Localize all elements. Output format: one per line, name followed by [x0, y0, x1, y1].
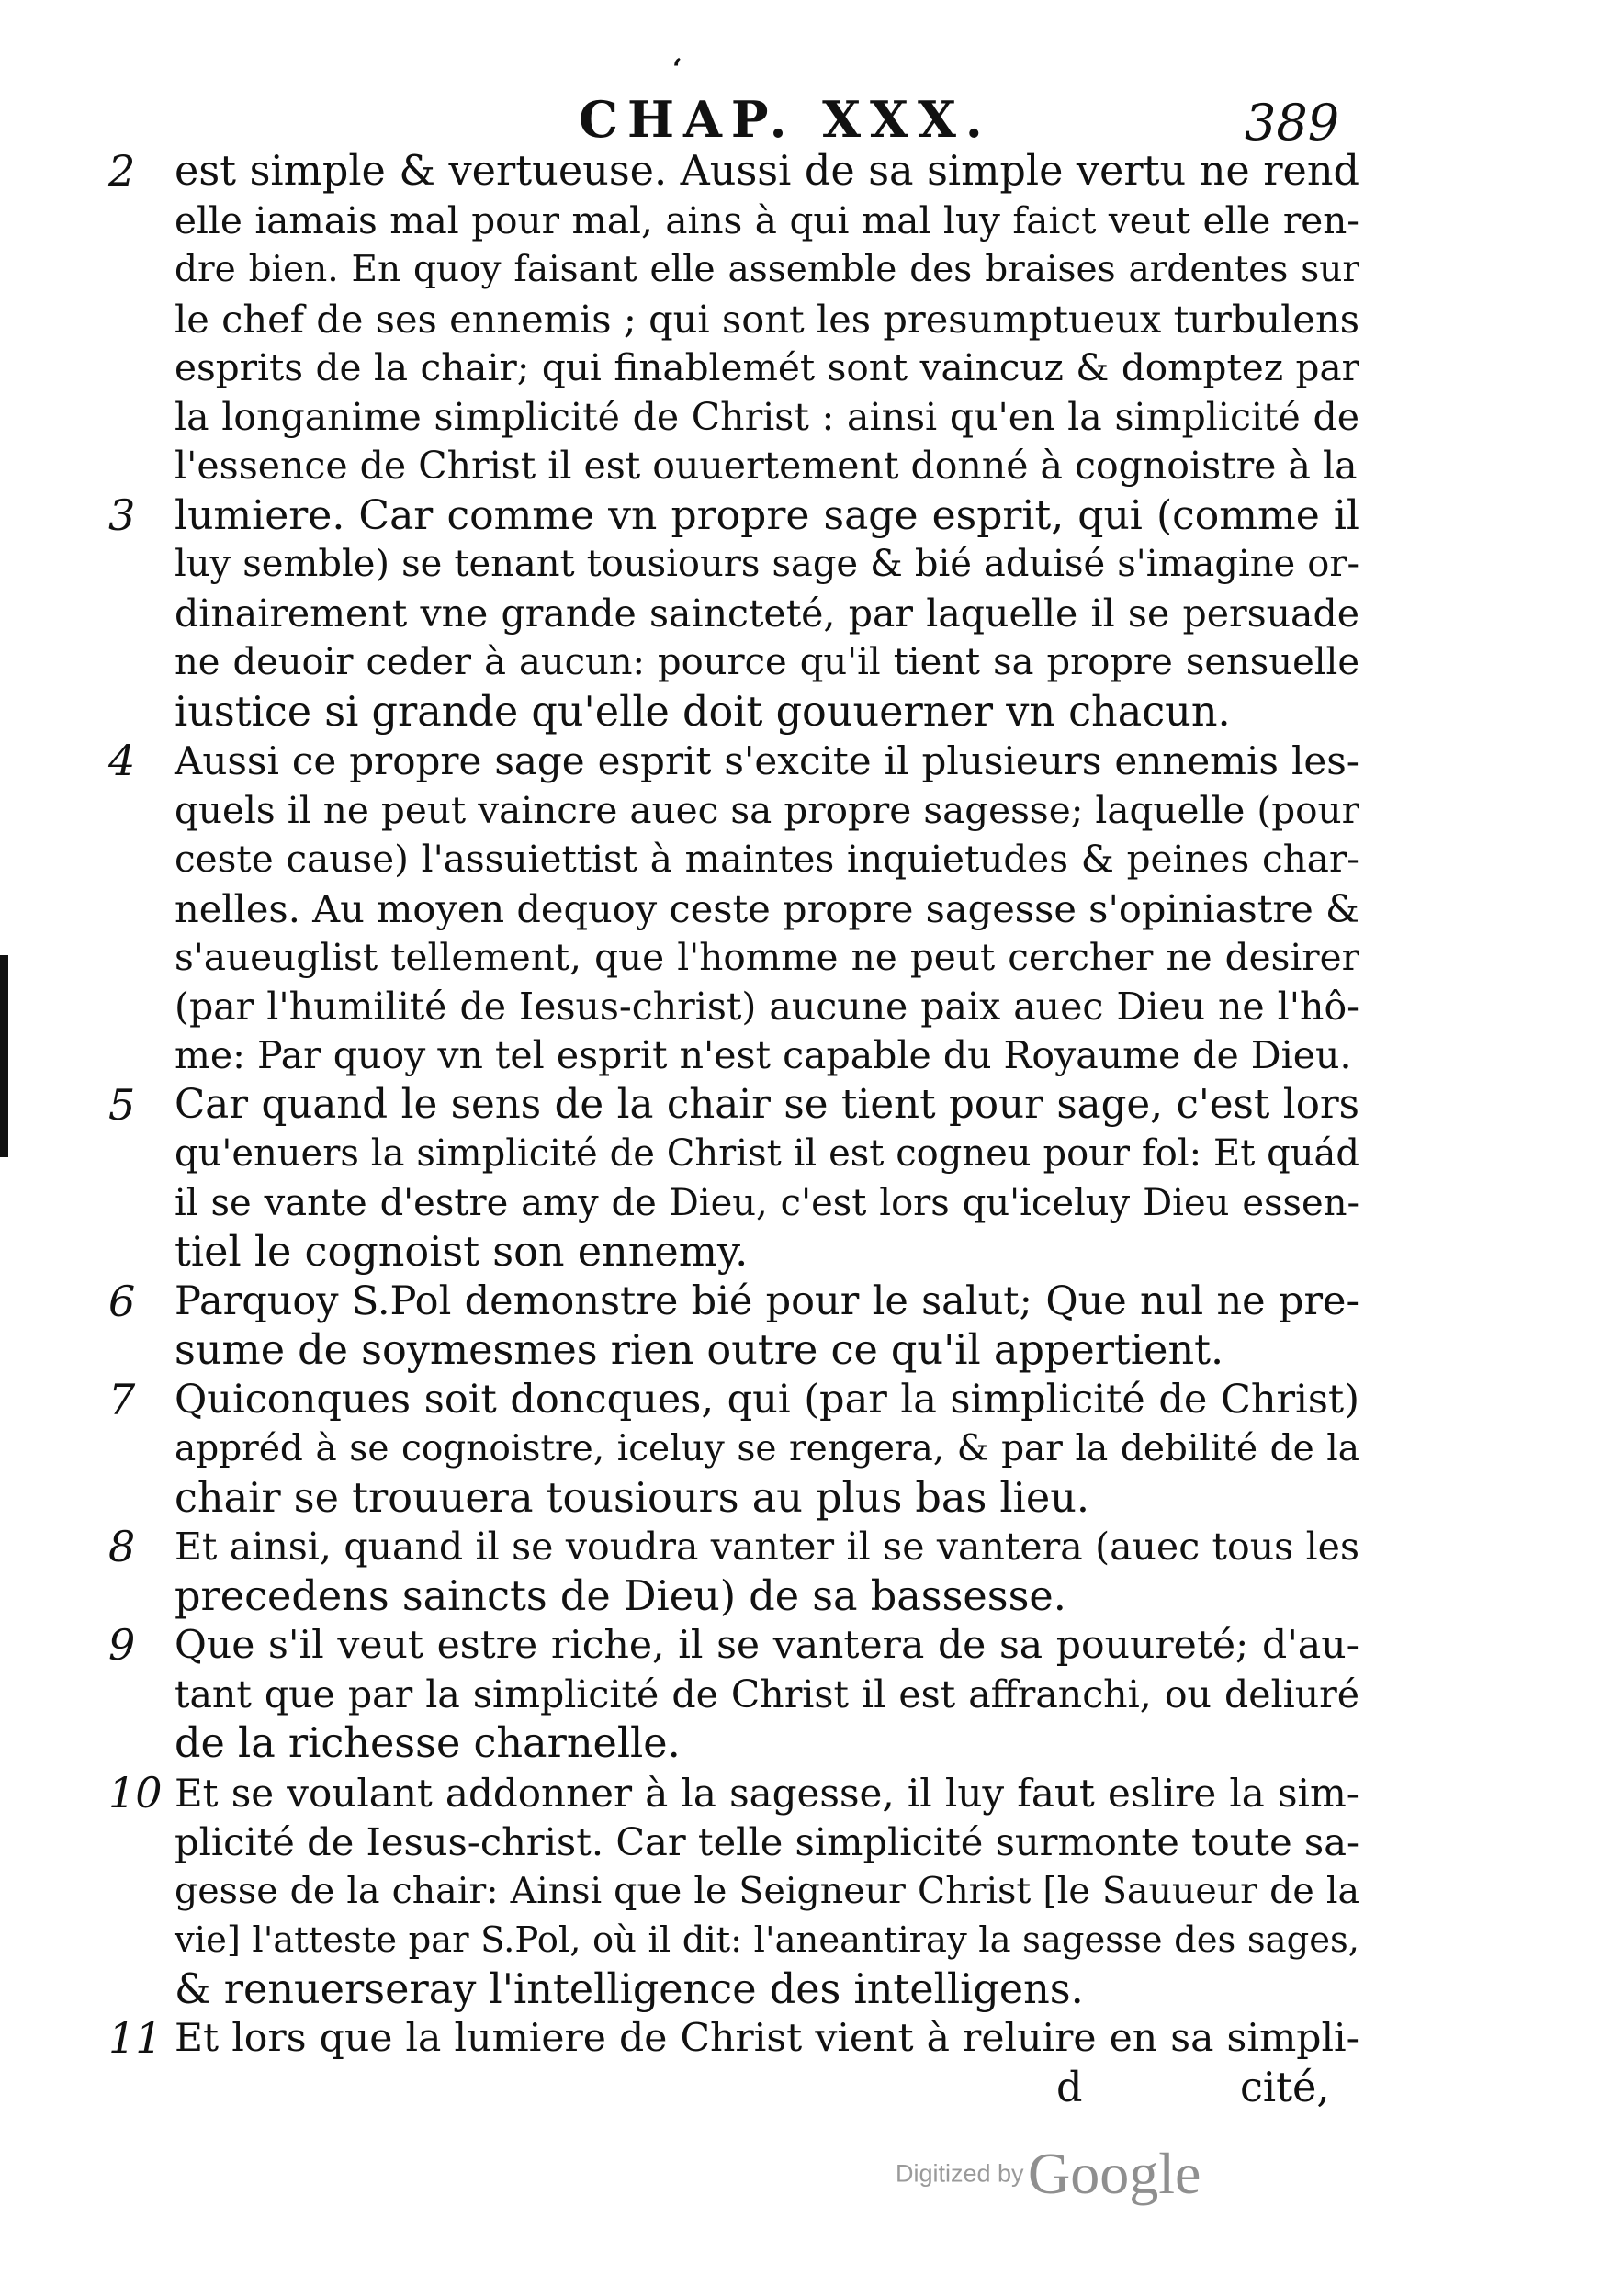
text-line: appréd à se cognoistre, iceluy se rengera, & par la debilité de la [175, 1428, 1359, 1469]
text-line: le chef de ses ennemis ; qui sont les presumptueux turbulens [175, 296, 1359, 342]
text-line: ne deuoir ceder à aucun: pource qu'il tient sa propre sensuelle [175, 641, 1359, 683]
signature-mark: d [1056, 2064, 1083, 2111]
verse-number: 8 [108, 1522, 136, 1571]
verse-block [108, 1620, 1359, 1769]
verse-block [108, 1374, 1359, 1524]
verse-block [108, 490, 1359, 737]
text-line: me: Par quoy vn tel esprit n'est capable du Royaume de Dieu. [175, 1033, 1352, 1077]
text-line: l'essence de Christ il est ouuertement donné à cognoistre à la [175, 444, 1358, 488]
text-line: la longanime simplicité de Christ : ainsi qu'en la simplicité de [175, 394, 1359, 439]
text-line: Et se voulant addonner à la sagesse, il luy faut eslire la sim- [175, 1770, 1359, 1816]
body-text [108, 146, 1359, 2112]
verse-number: 10 [108, 1767, 163, 1818]
verse-number: 3 [108, 490, 136, 540]
text-line: ceste cause) l'assuiettist à maintes inquietudes & peines char- [175, 837, 1359, 881]
text-line: quels il ne peut vaincre auec sa propre sagesse; laquelle (pour [175, 787, 1359, 832]
text-line: Et lors que la lumiere de Christ vient à reluire en sa simpli- [175, 2016, 1359, 2061]
text-line: nelles. Au moyen dequoy ceste propre sagesse s'opiniastre & [175, 885, 1359, 931]
header-mark: ʻ [672, 53, 682, 85]
verse-number: 11 [108, 2013, 163, 2063]
text-line: dre bien. En quoy faisant elle assemble des braises ardentes sur [175, 249, 1359, 290]
text-line: precedens saincts de Dieu) de sa bassesse. [175, 1572, 1066, 1620]
verse-number: 4 [108, 736, 136, 785]
text-line: tant que par la simplicité de Christ il est affranchi, ou deliuré [175, 1671, 1359, 1716]
verse-block [108, 1522, 1359, 1621]
text-line: plicité de Iesus-christ. Car telle simplicité surmonte toute sa- [175, 1819, 1359, 1864]
text-line: Aussi ce propre sage esprit s'excite il plusieurs ennemis les- [175, 738, 1359, 783]
signature-line [175, 2064, 1359, 2113]
text-line: & renuerseray l'intelligence des intelligens. [175, 1965, 1084, 2013]
text-line: s'aueuglist tellement, que l'homme ne peut cercher ne desirer [175, 935, 1359, 979]
text-line: est simple & vertueuse. Aussi de sa simple vertu ne rend [175, 148, 1359, 195]
text-line: Et ainsi, quand il se voudra vanter il se vantera (auec tous les [175, 1525, 1359, 1569]
verse-number: 7 [108, 1374, 136, 1424]
catchword: cité, [1240, 2064, 1330, 2111]
verse-block [108, 1079, 1359, 1277]
text-line: iustice si grande qu'elle doit gouuerner vn chacun. [175, 688, 1231, 736]
watermark-prefix: Digitized by [896, 2159, 1024, 2188]
verse-number: 9 [108, 1620, 136, 1670]
verse-number: 6 [108, 1276, 136, 1326]
text-line: dinairement vne grande saincteté, par laquelle il se persuade [175, 591, 1359, 636]
chapter-title: CHAP. XXX. [579, 90, 992, 149]
text-line: qu'enuers la simplicité de Christ il est cogneu pour fol: Et quád [175, 1132, 1359, 1175]
text-line: sume de soymesmes rien outre ce qu'il appertient. [175, 1327, 1224, 1374]
page-number: 389 [1245, 94, 1340, 152]
text-line: Quiconques soit doncques, qui (par la simplicité de Christ) [175, 1376, 1359, 1423]
text-line: Que s'il veut estre riche, il se vantera de sa pouureté; d'au- [175, 1623, 1359, 1668]
text-line: chair se trouuera tousiours au plus bas lieu. [175, 1474, 1090, 1522]
text-line: (par l'humilité de Iesus-christ) aucune paix auec Dieu ne l'hô- [175, 984, 1359, 1029]
running-header [0, 53, 1601, 152]
verse-number: 5 [108, 1079, 136, 1130]
text-line: Car quand le sens de la chair se tient pour sage, c'est lors [175, 1081, 1359, 1128]
verse-block [108, 146, 1359, 491]
text-line: elle iamais mal pour mal, ains à qui mal luy faict veut elle ren- [175, 197, 1359, 242]
text-line: esprits de la chair; qui finablemét sont vaincuz & domptez par [175, 345, 1359, 389]
text-line: gesse de la chair: Ainsi que le Seigneur Christ [le Sauueur de la [175, 1869, 1359, 1912]
text-line: de la richesse charnelle. [175, 1720, 681, 1767]
text-line: il se vante d'estre amy de Dieu, c'est lors qu'iceluy Dieu essen- [175, 1181, 1359, 1224]
google-logo: Google [1028, 2141, 1201, 2206]
verse-number: 2 [108, 146, 136, 196]
verse-block [108, 736, 1359, 1081]
text-line: luy semble) se tenant tousiours sage & bié aduisé s'imagine or- [175, 543, 1359, 585]
digitized-watermark [896, 2140, 1201, 2213]
text-line: tiel le cognoist son ennemy. [175, 1229, 749, 1276]
verse-block [108, 1276, 1359, 1376]
verse-block [108, 1767, 1359, 2015]
text-line: Parquoy S.Pol demonstre bié pour le salut; Que nul ne pre- [175, 1277, 1359, 1324]
verse-block [108, 2013, 1359, 2064]
text-line: vie] l'atteste par S.Pol, où il dit: l'aneantiray la sagesse des sages, [175, 1919, 1359, 1961]
scan-edge-bar [0, 955, 8, 1157]
text-line: lumiere. Car comme vn propre sage esprit, qui (comme il [175, 491, 1359, 539]
